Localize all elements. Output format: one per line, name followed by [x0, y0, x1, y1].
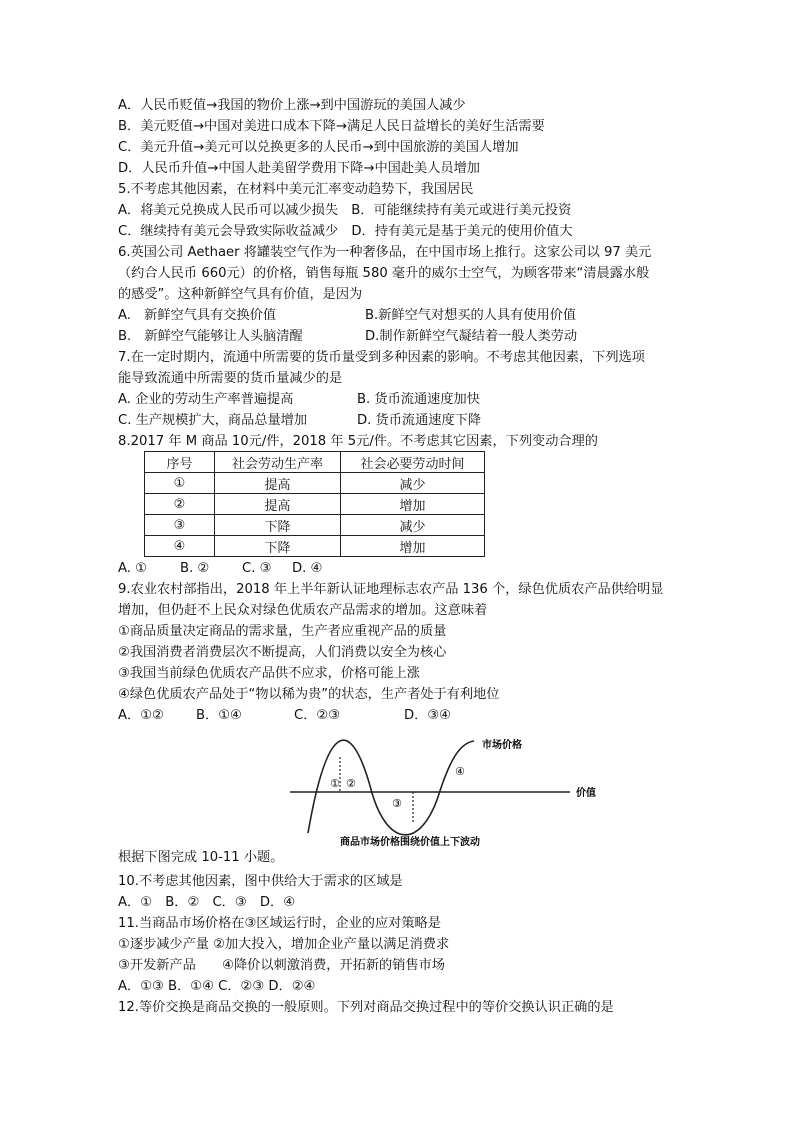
question-9-line2: 增加，但仍赶不上民众对绿色优质农产品需求的增加。这意味着 [118, 603, 488, 618]
option-line: C．美元升值→美元可以兑换更多的人民币→到中国旅游的美国人增加 [118, 140, 519, 155]
figure-caption: 商品市场价格围绕价值上下波动 [340, 837, 480, 848]
question-7-option-d: D. 货币流通速度下降 [357, 413, 482, 428]
option-line: A．人民币贬值→我国的物价上涨→到中国游玩的美国人减少 [118, 98, 466, 113]
table-cell: 下降 [215, 515, 341, 536]
question-9-statement-3: ③我国当前绿色优质农产品供不应求，价格可能上涨 [118, 666, 420, 681]
table-cell: ① [145, 473, 215, 494]
table-header: 序号 [145, 452, 215, 473]
question-11-statements-34: ③开发新产品 ④降价以刺激消费，开拓新的销售市场 [118, 958, 445, 973]
question-9-statement-2: ②我国消费者消费层次不断提高，人们消费以安全为核心 [118, 645, 447, 660]
option-a: A．①② [118, 708, 164, 723]
table-cell: 提高 [215, 494, 341, 515]
question-9-line1: 9.农业农村部指出，2018 年上半年新认证地理标志农产品 136 个，绿色优质农产品供给明显 [118, 582, 664, 597]
region-2-marker: ② [346, 777, 356, 790]
table-cell: 增加 [341, 536, 485, 557]
option-c: C. ③ [242, 561, 272, 576]
question-8-options [118, 559, 322, 579]
question-9-statement-1: ①商品质量决定商品的需求量，生产者应重视产品的质量 [118, 624, 447, 639]
question-7-line2: 能导致流通中所需要的货币量减少的是 [118, 371, 343, 386]
question-5-options-ab: A．将美元兑换成人民币可以减少损失 B．可能继续持有美元或进行美元投资 [118, 203, 572, 218]
question-9-options [118, 706, 451, 726]
table-cell: 增加 [341, 494, 485, 515]
value-label: 价值 [576, 788, 596, 799]
option-line: B．美元贬值→中国对美进口成本下降→满足人民日益增长的美好生活需要 [118, 119, 545, 134]
price-value-figure [288, 737, 608, 853]
question-6-option-c: B. 新鲜空气能够让人头脑清醒 [118, 329, 303, 344]
region-4-marker: ④ [455, 765, 465, 778]
option-b: B. ② [180, 561, 210, 576]
table-cell: 提高 [215, 473, 341, 494]
market-price-label: 市场价格 [482, 740, 522, 751]
table-row [145, 515, 485, 536]
table-header: 社会劳动生产率 [215, 452, 341, 473]
table-row [145, 494, 485, 515]
question-7-line1: 7.在一定时期内，流通中所需要的货币量受到多种因素的影响。不考虑其他因素，下列选项 [118, 350, 645, 365]
question-11-statements-12: ①逐步减少产量 ②加大投入，增加企业产量以满足消费求 [118, 937, 450, 952]
table-cell: ③ [145, 515, 215, 536]
question-6-option-b: B.新鲜空气对想买的人具有使用价值 [365, 308, 577, 323]
figure-intro: 根据下图完成 10-11 小题。 [118, 850, 284, 865]
option-d: D．③④ [404, 708, 451, 723]
option-c: C．②③ [294, 708, 341, 723]
question-11: 11.当商品市场价格在③区域运行时，企业的应对策略是 [118, 916, 441, 931]
option-line: D．人民币升值→中国人赴美留学费用下降→中国赴美人员增加 [118, 161, 480, 176]
region-1-marker: ① [330, 777, 340, 790]
table-row [145, 473, 485, 494]
question-6-line1: 6.英国公司 Aethaer 将罐装空气作为一种奢侈品，在中国市场上推行。这家公司以 97 美元 [118, 245, 652, 260]
question-12: 12.等价交换是商品交换的一般原则。下列对商品交换过程中的等价交换认识正确的是 [118, 1000, 614, 1015]
question-7-option-b: B. 货币流通速度加快 [357, 392, 480, 407]
question-7-option-c: C. 生产规模扩大，商品总量增加 [118, 413, 308, 428]
question-10: 10.不考虑其他因素，图中供给大于需求的区域是 [118, 874, 403, 889]
question-6-line2: （约合人民币 660元）的价格，销售每瓶 580 毫升的威尔士空气，为顾客带来“清晨露水般 [118, 266, 650, 281]
question-11-options: A．①③ B．①④ C．②③ D．②④ [118, 979, 316, 994]
question-6-line3: 的感受”。这种新鲜空气具有价值，是因为 [118, 287, 363, 302]
question-6-option-a: A. 新鲜空气具有交换价值 [118, 308, 277, 323]
option-b: B．①④ [196, 708, 242, 723]
table-header-row [145, 452, 485, 473]
table-cell: ② [145, 494, 215, 515]
table-cell: 减少 [341, 515, 485, 536]
question-8-table [144, 451, 485, 557]
question-8: 8.2017 年 M 商品 10元/件，2018 年 5元/件。不考虑其它因素，下列变动合理的 [118, 434, 598, 449]
option-a: A. ① [118, 561, 147, 576]
option-d: D. ④ [292, 561, 323, 576]
table-header: 社会必要劳动时间 [341, 452, 485, 473]
question-5-options-cd: C．继续持有美元会导致实际收益减少 D．持有美元是基于美元的使用价值大 [118, 224, 573, 239]
region-3-marker: ③ [392, 797, 402, 810]
question-10-options: A．① B．② C．③ D．④ [118, 895, 296, 910]
table-cell: ④ [145, 536, 215, 557]
question-5: 5.不考虑其他因素，在材料中美元汇率变动趋势下，我国居民 [118, 182, 474, 197]
question-7-option-a: A. 企业的劳动生产率普遍提高 [118, 392, 294, 407]
table-cell: 下降 [215, 536, 341, 557]
table-row [145, 536, 485, 557]
question-6-option-d: D.制作新鲜空气凝结着一般人类劳动 [365, 329, 578, 344]
table-cell: 减少 [341, 473, 485, 494]
question-9-statement-4: ④绿色优质农产品处于“物以稀为贵”的状态，生产者处于有利地位 [118, 687, 500, 702]
